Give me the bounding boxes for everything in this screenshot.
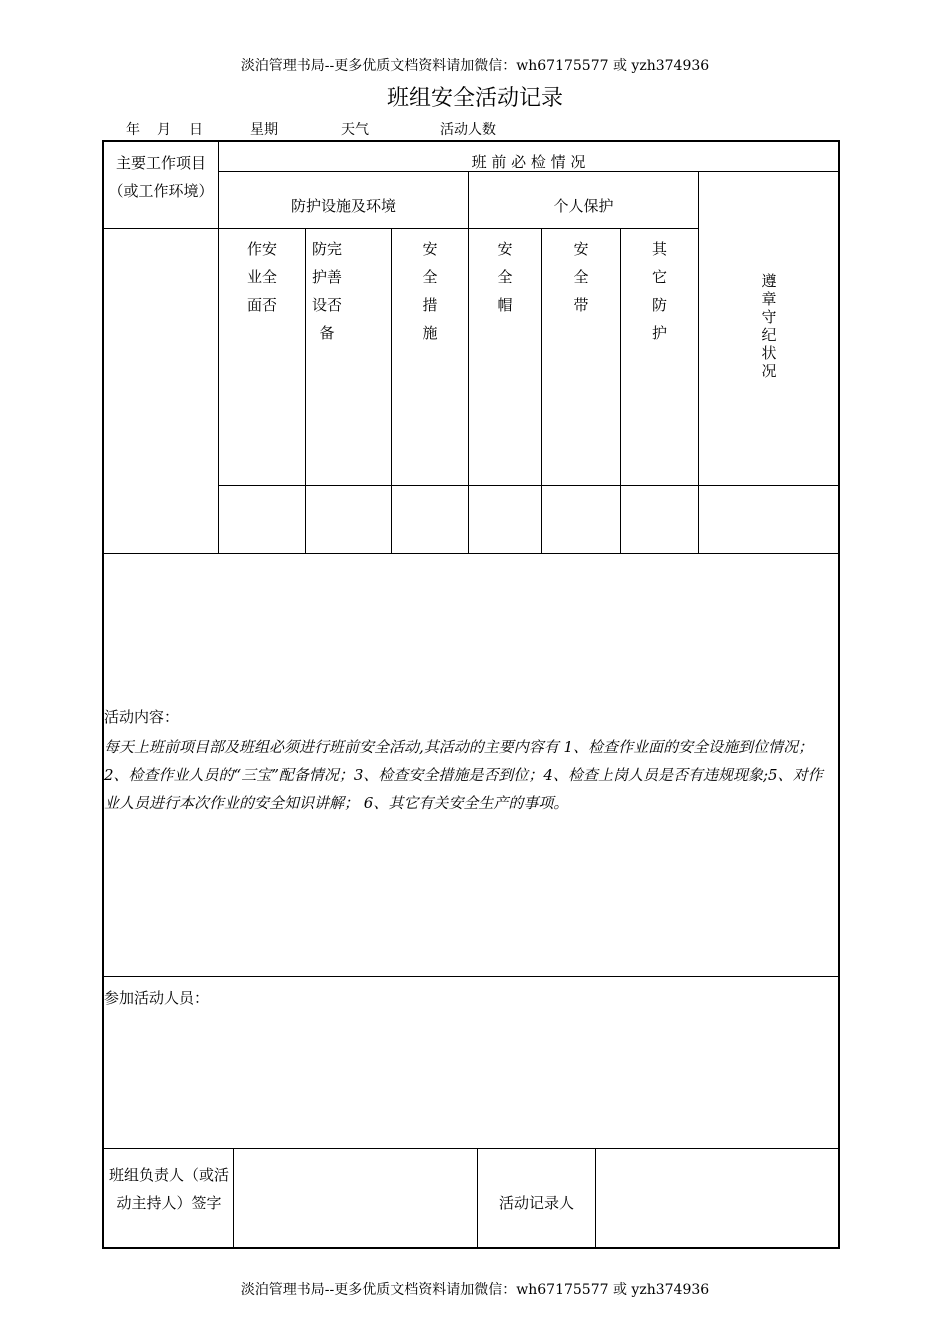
- col-work-surface-safe: 作安 业全 面否: [246, 240, 277, 314]
- meta-month: 月: [157, 122, 171, 138]
- rule: [104, 228, 699, 229]
- rule: [104, 1148, 838, 1149]
- meta-year: 年: [126, 122, 140, 138]
- rule: [468, 171, 469, 553]
- meta-weather: 天气: [341, 122, 369, 138]
- activity-label: 活动内容：: [104, 708, 180, 726]
- meta-weekday: 星期: [250, 122, 278, 138]
- rule: [698, 171, 699, 553]
- main-work-item-label: 主要工作项目（或工作环境）: [108, 154, 214, 200]
- activity-content: 每天上班前项目部及班组必须进行班前安全活动,其活动的主要内容有 1、检查作业面的安全设施到位情况；2、检查作业人员的“三宝”配备情况；3、检查安全措施是否到位；4、检查上岗人员是否有违规现象;5、对作业人员进行本次作业的安全知识讲解； 6、其它有关安全生产的事项。: [104, 738, 823, 812]
- rule: [104, 976, 838, 977]
- protection-env-label: 防护设施及环境: [290, 197, 396, 215]
- recorder-label: 活动记录人: [498, 1194, 574, 1212]
- participants-label: 参加活动人员：: [104, 989, 210, 1007]
- personal-protection-label: 个人保护: [553, 197, 614, 215]
- rule: [104, 553, 838, 554]
- pre-shift-check-label: 班 前 必 检 情 况: [471, 153, 586, 171]
- rule: [233, 1148, 234, 1247]
- col-safety-helmet: 安 全 帽: [497, 240, 513, 314]
- rule: [218, 485, 838, 486]
- meta-day: 日: [189, 122, 203, 138]
- col-other-protection: 其 它 防 护: [651, 240, 667, 342]
- page-title: 班组安全活动记录: [386, 86, 563, 111]
- col-protection-complete: 防完 护善 设否 备: [311, 240, 342, 342]
- rule: [595, 1148, 596, 1247]
- page-header: 淡泊管理书局--更多优质文档资料请加微信：wh67175577 或 yzh374936: [240, 58, 710, 74]
- page-footer: 淡泊管理书局--更多优质文档资料请加微信：wh67175577 或 yzh374936: [240, 1282, 710, 1298]
- col-discipline: 遵章守纪状况: [761, 272, 777, 380]
- meta-participants-count: 活动人数: [440, 122, 496, 138]
- col-safety-measures: 安 全 措 施: [422, 240, 438, 342]
- col-safety-belt: 安 全 带: [573, 240, 589, 314]
- leader-signature-label: 班组负责人（或活动主持人）签字: [108, 1166, 229, 1212]
